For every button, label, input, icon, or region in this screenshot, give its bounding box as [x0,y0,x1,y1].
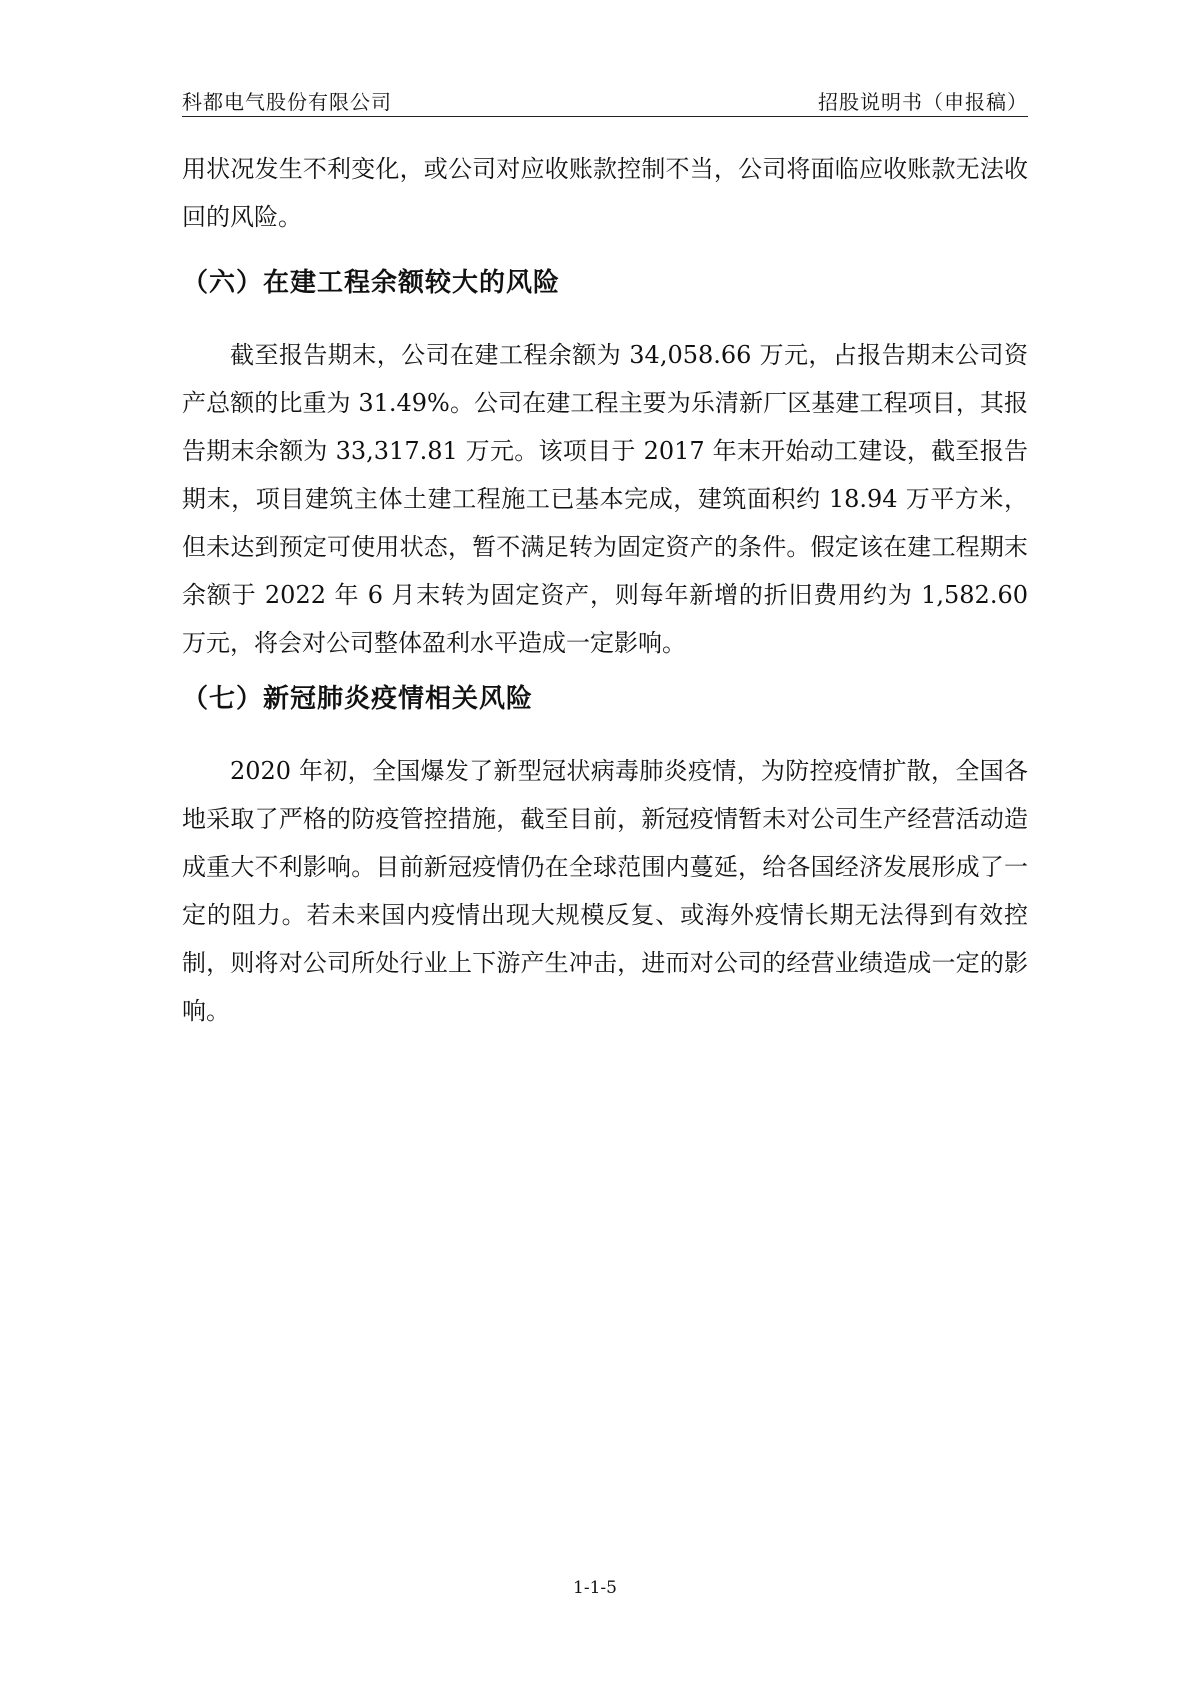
page-header [182,82,1028,117]
section-heading-construction-risk: （六）在建工程余额较大的风险 [182,268,561,298]
page-number: 1-1-5 [573,1578,617,1598]
page-content [182,145,1028,1035]
header-document-title: 招股说明书（申报稿） [818,90,1028,114]
section-paragraph-construction-risk: 截至报告期末，公司在建工程余额为 34,058.66 万元，占报告期末公司资产总额的比重为 31.49%。公司在建工程主要为乐清新厂区基建工程项目，其报告期末余额为 33,317.81 万元。该项目于 2017 年末开始动工建设，截至报告期末，项目建筑主体土建工程施工已基本完成，建筑面积约 18.94 万平方米，但未达到预定可使用状态，暂不满足转为固定资产的条件。假定该在建工程期末余额于 2022 年 6 月末转为固定资产，则每年新增的折旧费用约为 1,582.60 万元，将会对公司整体盈利水平造成一定影响。 [182,341,1028,657]
header-company-name: 科都电气股份有限公司 [182,90,392,114]
section-paragraph-covid-risk: 2020 年初，全国爆发了新型冠状病毒肺炎疫情，为防控疫情扩散，全国各地采取了严格的防疫管控措施，截至目前，新冠疫情暂未对公司生产经营活动造成重大不利影响。目前新冠疫情仍在全球范围内蔓延，给各国经济发展形成了一定的阻力。若未来国内疫情出现大规模反复、或海外疫情长期无法得到有效控制，则将对公司所处行业上下游产生冲击，进而对公司的经营业绩造成一定的影响。 [182,757,1028,1025]
section-heading-covid-risk: （七）新冠肺炎疫情相关风险 [182,684,534,714]
continuation-paragraph: 用状况发生不利变化，或公司对应收账款控制不当，公司将面临应收账款无法收回的风险。 [182,155,1028,231]
